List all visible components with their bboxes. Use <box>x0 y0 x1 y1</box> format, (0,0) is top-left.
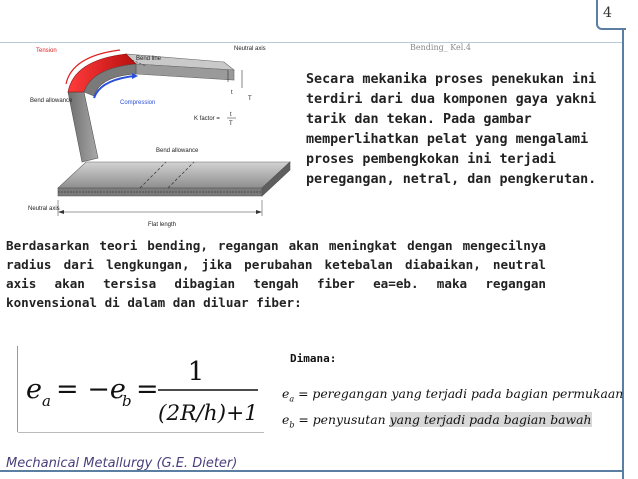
k-factor-denominator: T <box>229 121 233 127</box>
definition-ea-sub: a <box>289 394 295 404</box>
strain-formula-svg <box>18 346 264 432</box>
formula-eq2: = <box>136 374 159 405</box>
definition-ea <box>282 386 623 403</box>
definition-eb-sub: b <box>289 420 295 430</box>
t-cap-label: T <box>248 96 252 102</box>
bend-allowance-label-left: Bend allowance <box>30 98 73 104</box>
definition-ea-symbol: e <box>282 386 290 401</box>
definition-ea-text: = peregangan yang terjadi pada bagian permukaan <box>294 386 624 401</box>
formula-denominator: (2R/h)+1 <box>158 401 258 425</box>
formula-sub-b: b <box>122 392 132 410</box>
neutral-axis-label-top: Neutral axis <box>234 46 266 52</box>
formula-lhs: e <box>26 374 42 405</box>
tension-label: Tension <box>36 48 57 54</box>
header-tag: Bending_ Kel.4 <box>410 43 471 52</box>
formula-eq1: = −e <box>56 374 126 405</box>
intro-paragraph: Secara mekanika proses penekukan ini terdiri dari dua komponen gaya yakni tarik dan tekan. Pada gambar memperlihatkan pelat yang mengalami proses pembengkokan ini terjadi peregangan, netral, dan pengkerutan. <box>306 72 597 187</box>
slide-border-right <box>622 0 624 479</box>
definition-eb-symbol: e <box>282 412 290 427</box>
neutral-axis-label-bottom: Neutral axis <box>28 206 60 212</box>
definition-eb-highlight: yang terjadi pada bagian bawah <box>389 412 592 427</box>
bending-diagram <box>28 40 296 236</box>
formula-numerator: 1 <box>187 357 205 387</box>
definition-eb <box>282 412 592 429</box>
bend-line-label: Bend line <box>136 56 162 62</box>
definition-eb-text: = penyusutan <box>294 412 390 427</box>
dimana-label: Dimana: <box>290 352 337 365</box>
bend-allowance-label-bottom: Bend allowance <box>156 148 199 154</box>
formula-sub-a: a <box>42 392 51 410</box>
t-small-label: t <box>231 90 233 96</box>
reference-footer: Mechanical Metallurgy (G.E. Dieter) <box>6 456 238 471</box>
k-factor-numerator: t <box>230 112 232 118</box>
compression-label: Compression <box>120 100 156 106</box>
page-number: 4 <box>603 5 612 21</box>
k-factor-label: K factor = <box>194 116 220 122</box>
strain-formula <box>18 346 264 432</box>
body-paragraph: Berdasarkan teori bending, regangan akan meningkat dengan mengecilnya radius dari lengkungan, jika perubahan ketebalan diabaikan, neutral axis akan tersisa dibagian tengah fiber ea=eb. maka regangan konvensional di dalam dan diluar fiber: <box>6 238 546 310</box>
flat-length-label: Flat length <box>148 222 177 228</box>
